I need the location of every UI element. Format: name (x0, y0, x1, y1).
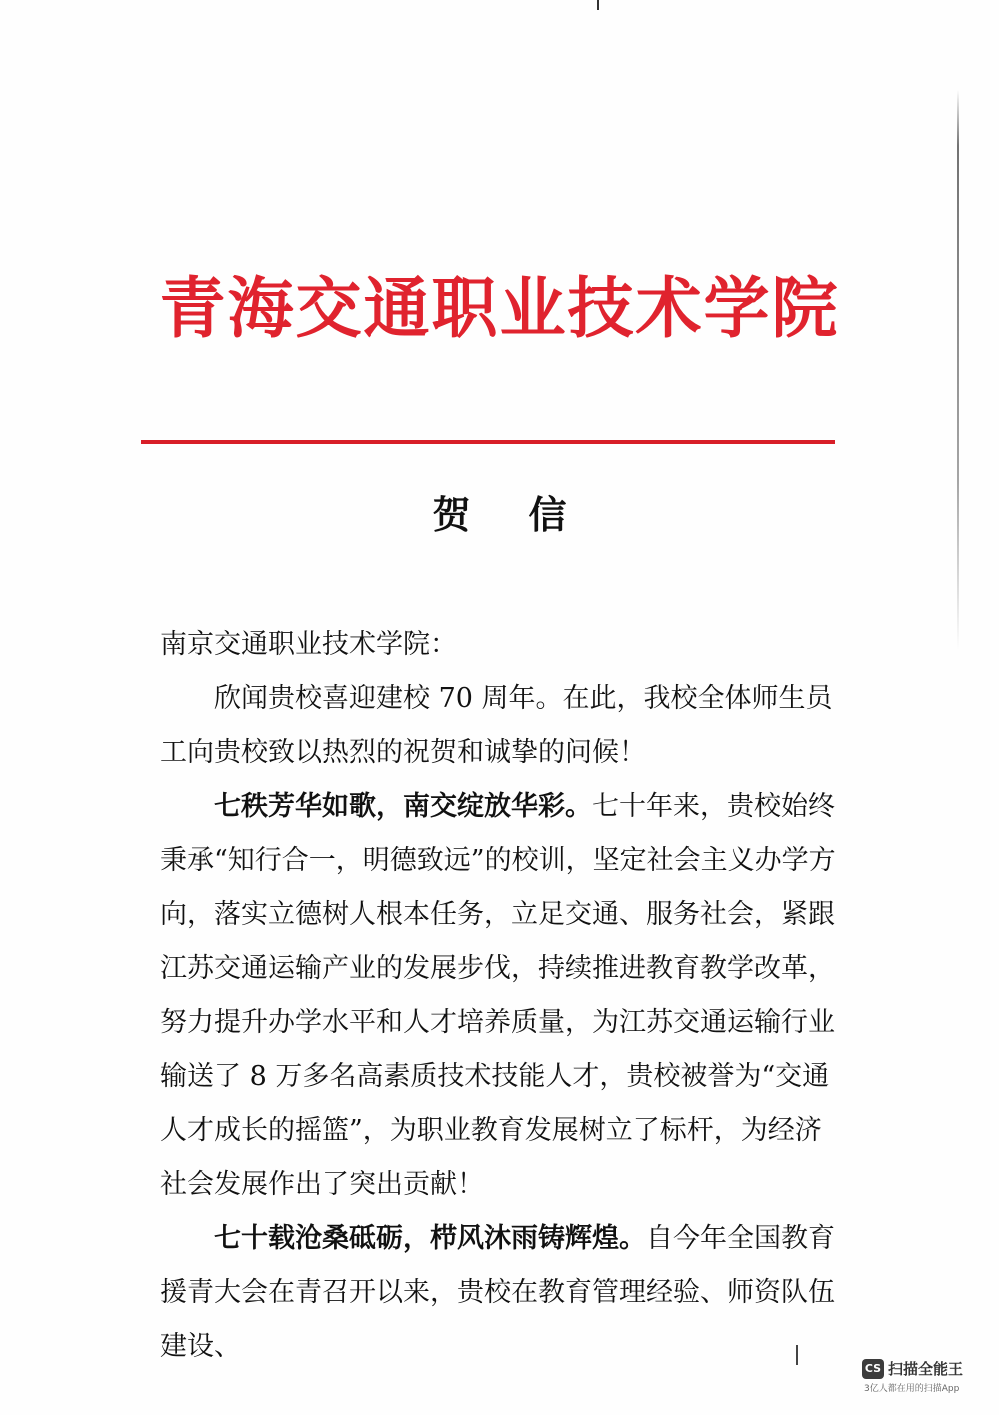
letterhead-institution-name: 青海交通职业技术学院 (159, 269, 840, 347)
letterhead-red-rule (141, 440, 835, 444)
letter-title-char-1: 贺 (432, 493, 471, 537)
letter-paragraph-1 (160, 672, 840, 780)
letter-title-char-2: 信 (528, 493, 567, 537)
watermark-tagline: 3亿人都在用的扫描App (864, 1384, 960, 1394)
camscanner-logo-icon: CS (862, 1359, 884, 1379)
letter-paragraph-2 (160, 780, 840, 1212)
scan-edge-mark-bottom (796, 1345, 798, 1365)
letter-paragraph-3 (160, 1212, 840, 1374)
paragraph-3-text: 自今年全国教育援青大会在青召开以来，贵校在教育管理经验、师资队伍建设、 (160, 1223, 835, 1362)
letter-title (0, 490, 999, 540)
watermark-app-name: 扫描全能王 (888, 1360, 964, 1378)
paragraph-2-text: 七十年来，贵校始终秉承“知行合一，明德致远”的校训，坚定社会主义办学方向，落实立德树人根本任务，立足交通、服务社会，紧跟江苏交通运输产业的发展步伐，持续推进教育教学改革，努力提升办学水平和人才培养质量，为江苏交通运输行业输送了 8 万多名高素质技术技能人才，贵校被誉为“交通人才成长的摇篮”，为职业教育发展树立了标杆，为经济社会发展作出了突出贡献！ (160, 791, 836, 1200)
paragraph-3-lead: 七十载沧桑砥砺，栉风沐雨铸辉煌。 (214, 1223, 646, 1254)
letter-salutation: 南京交通职业技术学院： (160, 629, 457, 660)
page-edge-shadow (957, 90, 959, 650)
scan-edge-mark (597, 0, 599, 10)
scanner-app-watermark (862, 1356, 982, 1400)
paragraph-1-text: 欣闻贵校喜迎建校 70 周年。在此，我校全体师生员工向贵校致以热烈的祝贺和诚挚的问候！ (160, 683, 833, 768)
letter-body (160, 618, 840, 1374)
paragraph-2-lead: 七秩芳华如歌，南交绽放华彩。 (214, 791, 592, 822)
